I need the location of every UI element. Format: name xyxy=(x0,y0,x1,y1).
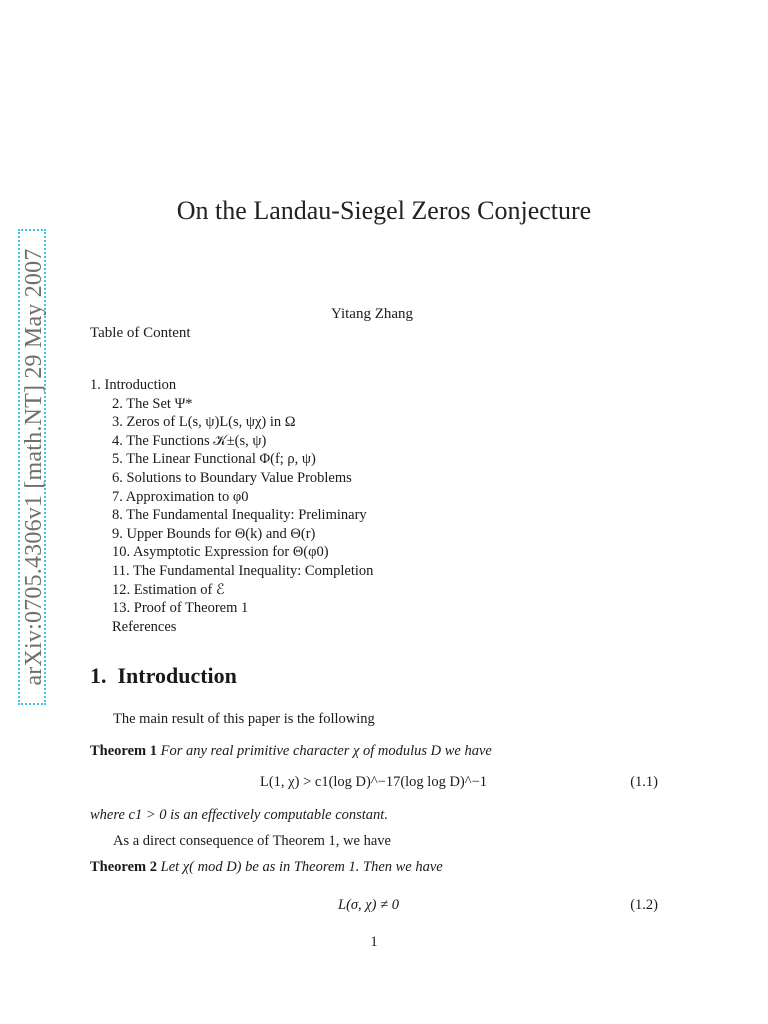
arxiv-stamp-container xyxy=(16,227,48,707)
table-of-contents xyxy=(90,376,373,636)
theorem-1-constant-note: where c1 > 0 is an effectively computable constant. xyxy=(90,807,388,823)
toc-item: 6. Solutions to Boundary Value Problems xyxy=(112,469,352,486)
theorem-2 xyxy=(90,859,443,876)
theorem-2-label: Theorem 2 xyxy=(90,859,157,875)
equation-1-1: L(1, χ) > c1(log D)^−17(log log D)^−1 xyxy=(260,774,487,790)
toc-item: 1. Introduction xyxy=(90,377,177,393)
toc-heading: Table of Content xyxy=(90,325,191,341)
toc-item: 5. The Linear Functional Φ(f; ρ, ψ) xyxy=(112,451,316,468)
theorem-1-statement: For any real primitive character χ of modulus D we have xyxy=(160,743,492,759)
arxiv-identifier-stamp[interactable]: arXiv:0705.4306v1 [math.NT] 29 May 2007 xyxy=(18,229,46,705)
toc-item: 11. The Fundamental Inequality: Completion xyxy=(112,562,374,579)
paper-title: On the Landau-Siegel Zeros Conjecture xyxy=(176,196,592,225)
toc-item: 12. Estimation of ℰ xyxy=(112,581,225,598)
toc-item: 9. Upper Bounds for Θ(k) and Θ(r) xyxy=(112,525,316,542)
intro-sentence: The main result of this paper is the following xyxy=(113,711,375,727)
theorem-2-statement: Let χ( mod D) be as in Theorem 1. Then we have xyxy=(160,859,443,875)
toc-item: 2. The Set Ψ* xyxy=(112,395,193,412)
equation-number: (1.1) xyxy=(630,774,658,790)
page-number: 1 xyxy=(370,934,378,950)
equation-number: (1.2) xyxy=(630,897,658,913)
toc-item: 4. The Functions 𝒦±(s, ψ) xyxy=(112,432,267,449)
consequence-sentence: As a direct consequence of Theorem 1, we have xyxy=(113,833,391,849)
equation-1-2: L(σ, χ) ≠ 0 xyxy=(338,897,399,913)
toc-item: 3. Zeros of L(s, ψ)L(s, ψχ) in Ω xyxy=(112,414,296,431)
toc-item: 7. Approximation to φ0 xyxy=(112,488,249,505)
toc-item: 8. The Fundamental Inequality: Preliminary xyxy=(112,507,367,524)
toc-item: References xyxy=(112,618,177,635)
toc-item: 13. Proof of Theorem 1 xyxy=(112,600,249,617)
author-name: Yitang Zhang xyxy=(330,306,414,322)
section-heading: 1. Introduction xyxy=(90,663,237,688)
theorem-1 xyxy=(90,743,492,760)
toc-item: 10. Asymptotic Expression for Θ(φ0) xyxy=(112,544,329,561)
theorem-1-label: Theorem 1 xyxy=(90,743,157,759)
